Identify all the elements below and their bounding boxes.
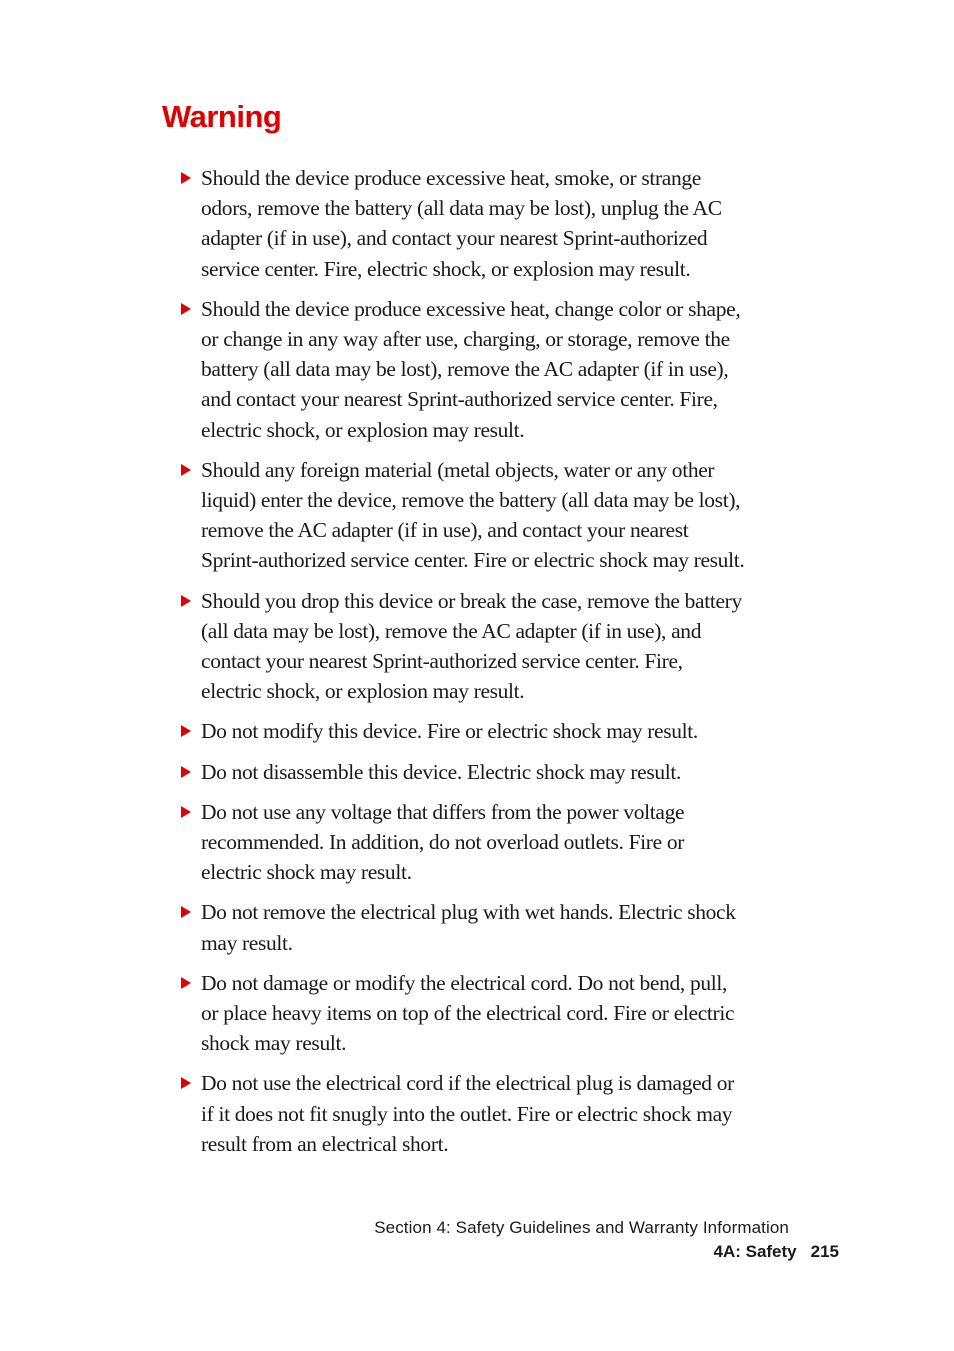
list-item	[178, 757, 748, 787]
page-footer	[374, 1216, 839, 1264]
list-item	[178, 163, 748, 284]
bullet-arrow-icon	[181, 303, 191, 315]
list-item	[178, 968, 748, 1059]
bullet-arrow-icon	[181, 725, 191, 737]
list-item	[178, 586, 748, 707]
page-title: Warning	[162, 99, 282, 134]
bullet-arrow-icon	[181, 806, 191, 818]
footer-section-title: Section 4: Safety Guidelines and Warranty Information	[374, 1218, 789, 1237]
warning-list	[178, 163, 748, 1169]
list-item-text: Do not damage or modify the electrical cord. Do not bend, pull, or place heavy items on top of the electrical cord. Fire or electric shock may result.	[201, 970, 735, 1056]
list-item-text: Should any foreign material (metal objects, water or any other liquid) enter the device, remove the battery (all data may be lost), remove the AC adapter (if in use), and contact your nearest Sprint-authorized service center. Fire or electric shock may result.	[201, 457, 745, 573]
list-item	[178, 716, 748, 746]
bullet-arrow-icon	[181, 766, 191, 778]
list-item-text: Do not remove the electrical plug with wet hands. Electric shock may result.	[201, 900, 736, 955]
list-item-text: Should the device produce excessive heat, smoke, or strange odors, remove the battery (all data may be lost), unplug the AC adapter (if in use), and contact your nearest Sprint-authorized service center. Fire, electric shock, or explosion may result.	[201, 166, 722, 281]
bullet-arrow-icon	[181, 464, 191, 476]
footer-chapter-line	[424, 1240, 839, 1264]
list-item	[178, 797, 748, 888]
page-number: 215	[810, 1242, 839, 1261]
bullet-arrow-icon	[181, 172, 191, 184]
list-item-text: Do not use any voltage that differs from the power voltage recommended. In addition, do not overload outlets. Fire or electric shock may result.	[201, 799, 685, 885]
list-item	[178, 294, 748, 445]
bullet-arrow-icon	[181, 906, 191, 918]
list-item-text: Should you drop this device or break the case, remove the battery (all data may be lost), remove the AC adapter (if in use), and contact your nearest Sprint-authorized service center. Fire, electric shock, or explosion may result.	[201, 588, 742, 704]
bullet-arrow-icon	[181, 1077, 191, 1089]
list-item-text: Do not use the electrical cord if the electrical plug is damaged or if it does not fit snugly into the outlet. Fire or electric shock may result from an electrical short.	[201, 1071, 734, 1156]
bullet-arrow-icon	[181, 595, 191, 607]
list-item-text: Should the device produce excessive heat, change color or shape, or change in any way after use, charging, or storage, remove the battery (all data may be lost), remove the AC adapter (if in use), and contact your nearest Sprint-authorized service center. Fire, electric shock, or explosion may result.	[201, 296, 741, 442]
list-item	[178, 455, 748, 576]
list-item-text: Do not modify this device. Fire or electric shock may result.	[201, 719, 698, 744]
list-item	[178, 1068, 748, 1159]
list-item	[178, 897, 748, 957]
footer-chapter: 4A: Safety	[713, 1242, 797, 1261]
list-item-text: Do not disassemble this device. Electric shock may result.	[201, 759, 682, 784]
bullet-arrow-icon	[181, 977, 191, 989]
